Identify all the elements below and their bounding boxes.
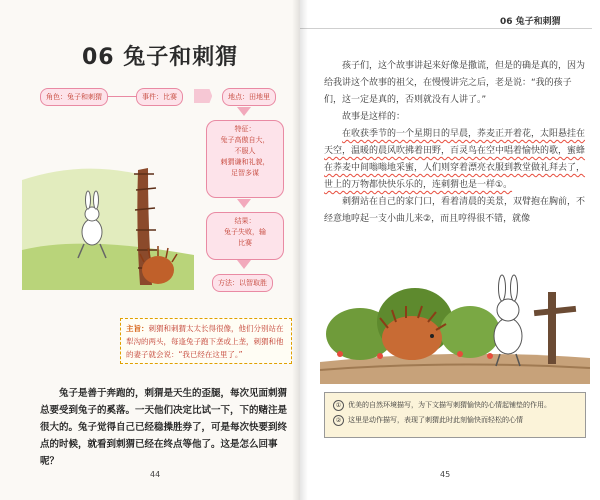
right-page: [300, 0, 600, 500]
body-paragraph: 在收获季节的一个星期日的早晨，荞麦正开着花，太阳悬挂在天空，温暖的晨风吹拂着田野，百灵鸟在空中唱着愉快的歌，蜜蜂在荞麦中间嗡嗡地采蜜，人们则穿着漂亮衣服到教堂做礼拜去了，世上的万物都快快乐乐的，连刺猬也是一样①。: [324, 129, 586, 190]
body-paragraph: 孩子们，这个故事讲起来好像是撒谎，但是的确是真的，因为给我讲这个故事的祖父，在慢慢讲完之后，老是说：“我的孩子们，这一定是真的，否则就没有人讲了。”: [324, 61, 586, 105]
annotation-number: ②: [333, 415, 344, 426]
trait-line: 兔子高傲自大，: [220, 136, 270, 144]
annotation-text: 这里是动作描写，表现了刺猬此时此刻愉快而轻松的心情: [348, 416, 523, 424]
rabbit-figure: [494, 275, 522, 366]
mindmap-method: 方法：以智取胜: [212, 274, 273, 292]
trait-line: 不服人: [234, 147, 256, 155]
annotation-number: ①: [333, 400, 344, 411]
theme-text: 刺猬和刺猬太太长得很像，他们分别站在犁沟的两头，每逢兔子跑下垄或上垄，刺猬和他的妻子就会说：“我已经在这里了。”: [126, 324, 284, 359]
header-divider: [300, 28, 592, 29]
trait-line: 足智多谋: [231, 169, 259, 177]
mindmap-role: 角色：兔子和刺猬: [40, 88, 108, 106]
body-paragraph: 兔子是善于奔跑的，刺猬是天生的歪腿，每次见面刺猬总要受到兔子的奚落。一天他们决定比试一下，下的赌注是很大的。兔子觉得自己已经稳操胜券了，可是每次快要到终点的时候，就看到刺猬已经在终点等他了。这是怎么回事呢？: [40, 388, 288, 467]
result-line: 兔子失败，输: [224, 228, 266, 236]
mindmap-place: 地点：田地里: [222, 88, 276, 106]
page-number-right: 45: [440, 470, 451, 479]
trait-line: 特征：: [234, 125, 256, 133]
connector-line: [108, 96, 136, 97]
arrow-down-icon: [237, 199, 251, 208]
right-body-text: [324, 58, 586, 228]
fence: [534, 292, 576, 364]
page-number-left: 44: [150, 470, 161, 479]
chapter-title: 06 兔子和刺猬: [82, 45, 239, 70]
trait-line: 刺猬谦和礼貌，: [220, 158, 270, 166]
arrow-down-icon: [237, 107, 251, 116]
theme-label: 主旨：: [126, 324, 149, 333]
body-paragraph: 刺猬站在自己的家门口，看着清晨的美景，双臂抱在胸前，不经意地哼起一支小曲儿来②，而且哼得很不错，就像: [324, 197, 586, 224]
left-body-text: [40, 385, 292, 470]
mindmap-result: [206, 212, 284, 260]
mindmap-traits: [206, 120, 284, 198]
annotation-box: [324, 392, 586, 438]
running-header: 06 兔子和刺猬: [500, 17, 561, 27]
annotation-item: [333, 413, 577, 428]
illustration-hedgehog-rabbit-fence: [320, 262, 590, 384]
arrow-down-icon: [237, 260, 251, 269]
illustration-rabbit-hedgehog: [22, 150, 194, 290]
result-line: 比赛: [238, 239, 252, 247]
arrow-right: [194, 89, 212, 103]
body-paragraph: 故事是这样的：: [342, 112, 406, 122]
mindmap-event: 事件：比赛: [136, 88, 183, 106]
annotation-item: [333, 398, 577, 413]
theme-box: [120, 318, 292, 364]
result-line: 结果：: [234, 217, 256, 225]
book-spine-shadow: [292, 0, 308, 500]
annotation-text: 优美的自然环境描写，为下文描写刺猬愉快的心情起铺垫的作用。: [348, 401, 551, 409]
